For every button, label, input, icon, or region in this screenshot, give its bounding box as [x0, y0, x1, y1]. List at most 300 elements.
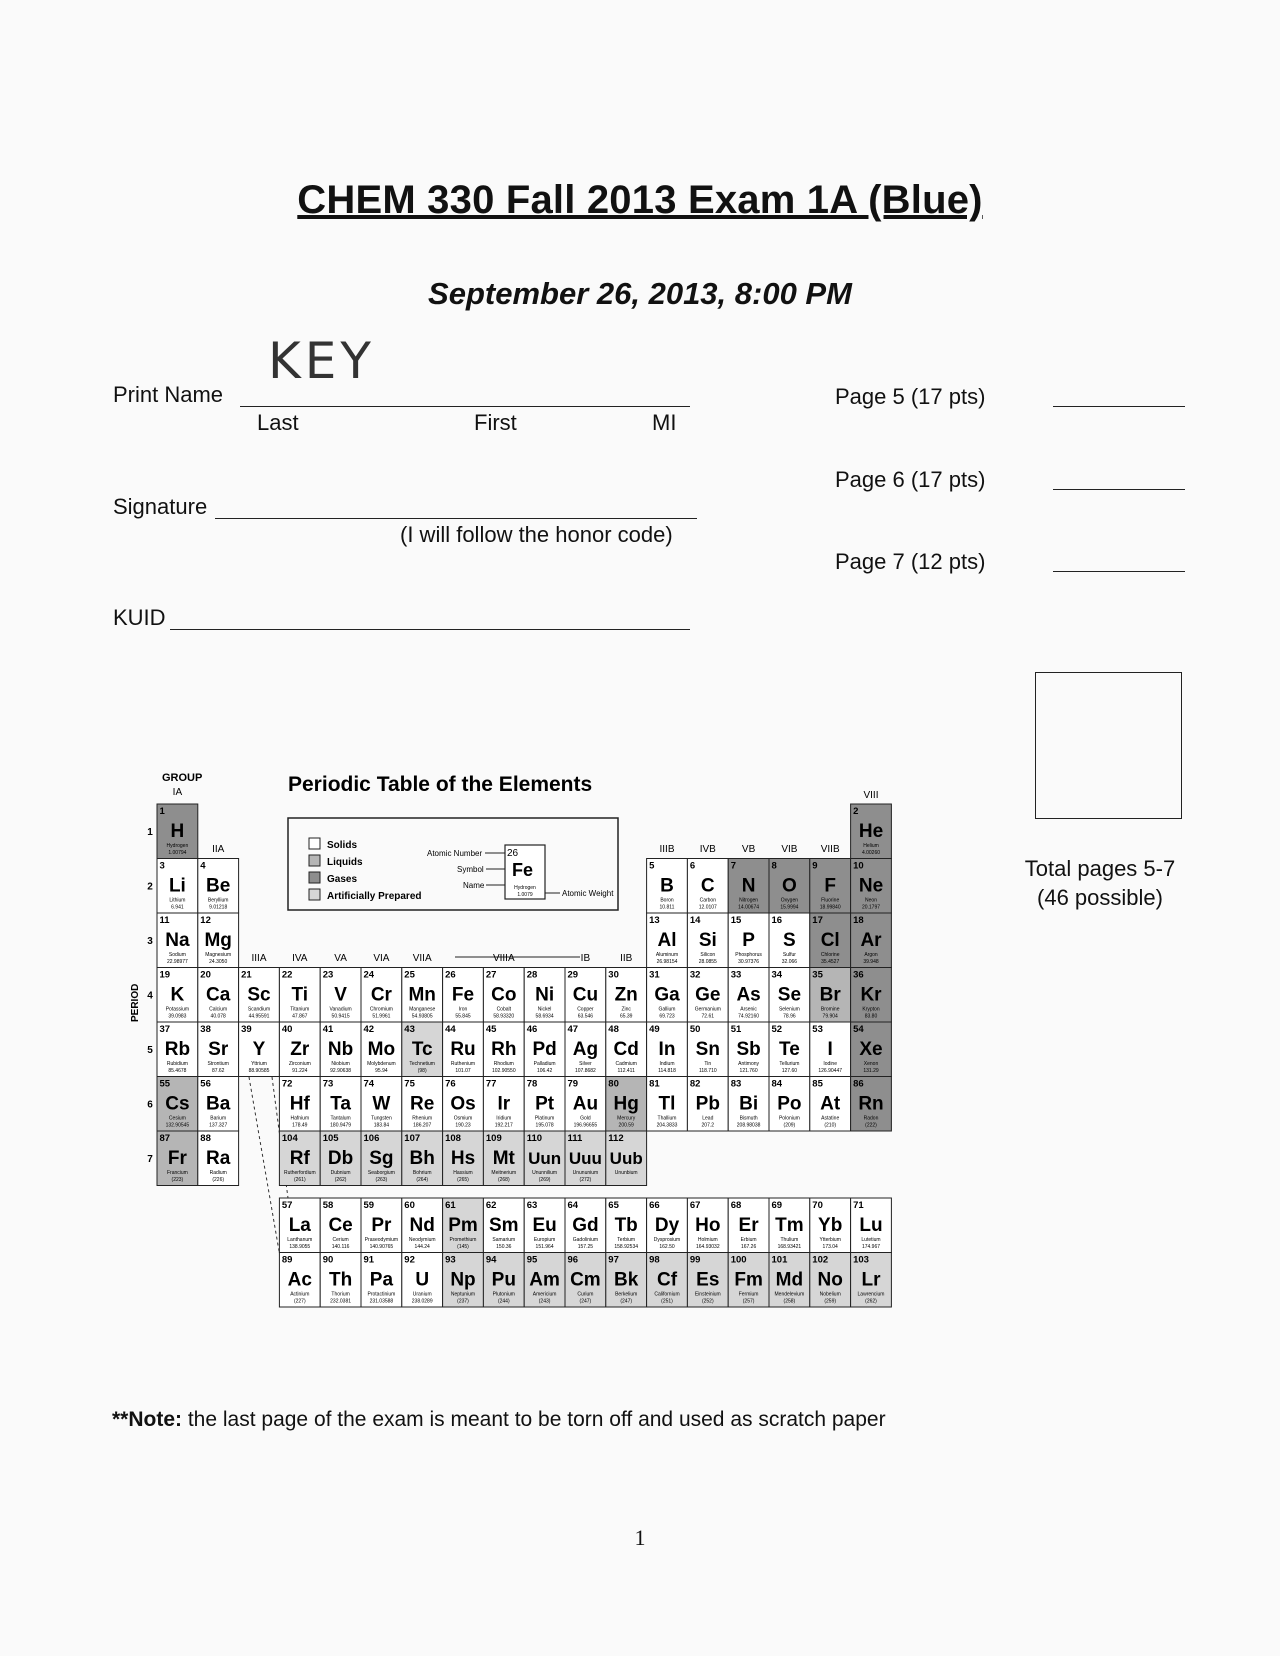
atomic-weight: 200.59 [618, 1122, 634, 1129]
element-name: Hydrogen [166, 843, 189, 849]
element-zr [279, 1022, 320, 1077]
atomic-number: 54 [853, 1024, 864, 1035]
atomic-number: 12 [200, 915, 211, 926]
atomic-weight: 107.8682 [574, 1068, 596, 1074]
element-name: Bismuth [739, 1115, 758, 1122]
element-name: Lead [702, 1115, 714, 1122]
element-pb [687, 1077, 728, 1132]
atomic-weight: 157.25 [577, 1244, 594, 1250]
atomic-number: 110 [526, 1133, 543, 1144]
atomic-number: 38 [200, 1024, 211, 1035]
element-al [647, 913, 688, 968]
atomic-weight: 58.6934 [535, 1013, 554, 1020]
element-symbol: He [858, 821, 884, 842]
page6-score-label: Page 6 (17 pts) [835, 467, 986, 492]
element-symbol: Ac [287, 1269, 312, 1291]
atomic-weight: (262) [334, 1177, 347, 1183]
element-symbol: Zr [290, 1039, 310, 1060]
atomic-number: 49 [649, 1024, 660, 1035]
scratch-note [112, 1408, 886, 1432]
atomic-number: 56 [200, 1078, 211, 1090]
atomic-number: 9 [812, 860, 818, 872]
atomic-weight: 106.42 [536, 1068, 553, 1074]
element-symbol: La [288, 1215, 311, 1236]
group-header-vib: VIB [781, 844, 798, 855]
atomic-number: 111 [567, 1133, 583, 1144]
element-pr [361, 1198, 402, 1253]
atomic-weight: 10.811 [659, 904, 675, 911]
element-p [728, 913, 769, 968]
atomic-weight: 22.98977 [166, 959, 188, 965]
element-uuu [565, 1131, 606, 1186]
atomic-weight: 158.92534 [614, 1244, 639, 1250]
exam-date: September 26, 2013, 8:00 PM [428, 276, 852, 311]
element-name: Polonium [778, 1115, 800, 1122]
element-symbol: Eu [532, 1215, 557, 1236]
atomic-number: 87 [159, 1133, 171, 1144]
group-header-viia: VIIA [412, 953, 432, 964]
atomic-weight: 39.0983 [168, 1013, 187, 1020]
element-sg [361, 1131, 402, 1186]
note-bold: **Note: [112, 1408, 183, 1431]
atomic-number: 6 [689, 860, 696, 872]
element-name: Nobelium [819, 1291, 841, 1298]
element-name: Manganese [409, 1006, 436, 1013]
element-li [157, 859, 198, 914]
atomic-number: 13 [649, 915, 660, 926]
element-name: Helium [863, 843, 879, 849]
element-name: Unununium [572, 1170, 599, 1176]
element-name: Arsenic [740, 1006, 757, 1013]
element-name: Neptunium [450, 1291, 476, 1298]
atomic-weight: 44.95591 [248, 1013, 270, 1020]
element-symbol: Dy [654, 1215, 680, 1236]
atomic-number: 71 [853, 1200, 864, 1211]
atomic-number: 3 [159, 860, 165, 872]
atomic-weight: 95.94 [375, 1068, 388, 1074]
element-name: Hafnium [290, 1115, 310, 1122]
atomic-number: 82 [689, 1078, 701, 1090]
element-symbol: Rb [164, 1039, 191, 1060]
element-symbol: Sm [489, 1215, 519, 1236]
element-name: Fermium [738, 1291, 759, 1298]
atomic-weight: 47.867 [292, 1013, 308, 1020]
legend-artificial: Artificially Prepared [327, 891, 422, 902]
atomic-weight: 15.9994 [780, 904, 799, 911]
atomic-weight: 180.9479 [330, 1122, 352, 1129]
atomic-number: 30 [608, 969, 619, 981]
element-symbol: Pu [491, 1269, 516, 1291]
handwritten-name: KEY [268, 332, 375, 390]
element-symbol: Lu [859, 1215, 883, 1236]
element-name: Phosphorus [735, 952, 762, 958]
element-symbol: Xe [859, 1039, 883, 1060]
element-symbol: V [334, 984, 347, 1006]
atomic-number: 27 [485, 969, 497, 981]
element-symbol: Ti [291, 984, 309, 1006]
atomic-number: 57 [281, 1200, 293, 1211]
atomic-number: 1 [159, 806, 165, 817]
element-name: Uranium [412, 1291, 432, 1298]
atomic-weight: (222) [865, 1122, 877, 1129]
element-rb [157, 1022, 198, 1077]
kuid-label: KUID [113, 605, 166, 630]
atomic-weight: 102.90550 [491, 1068, 516, 1074]
atomic-weight: 173.04 [822, 1244, 838, 1250]
atomic-weight: 87.62 [211, 1068, 225, 1074]
atomic-weight: 1.00794 [168, 850, 187, 856]
page7-score-label: Page 7 (12 pts) [835, 549, 986, 574]
atomic-weight: 72.61 [701, 1013, 715, 1020]
element-symbol: Y [252, 1039, 266, 1060]
element-symbol: Np [450, 1269, 476, 1291]
element-er [728, 1198, 769, 1253]
element-ir [483, 1077, 524, 1132]
atomic-weight: (263) [375, 1177, 388, 1183]
element-yb [810, 1198, 851, 1253]
atomic-weight: 114.818 [658, 1068, 676, 1074]
element-symbol: Cl [820, 930, 840, 951]
atomic-weight: (247) [620, 1298, 633, 1305]
element-te [769, 1022, 810, 1077]
element-na [157, 913, 198, 968]
atomic-weight: (261) [293, 1177, 306, 1183]
element-symbol: Ni [535, 984, 555, 1006]
atomic-weight: (258) [783, 1298, 796, 1305]
legend-sample-number: 26 [507, 848, 519, 859]
element-symbol: Uun [528, 1149, 562, 1168]
element-symbol: Gd [572, 1215, 599, 1236]
element-symbol: Pt [535, 1093, 555, 1115]
period-number: 5 [147, 1045, 153, 1056]
element-name: Mercury [617, 1115, 636, 1122]
atomic-weight: 28.0855 [698, 959, 717, 965]
element-name: Promethium [449, 1237, 477, 1243]
atomic-weight: (257) [742, 1298, 755, 1305]
legend-sample-symbol: Fe [512, 860, 534, 880]
atomic-number: 84 [771, 1078, 783, 1090]
legend-gases: Gases [327, 874, 358, 885]
atomic-weight: 112.411 [617, 1068, 635, 1074]
atomic-weight: 168.93421 [777, 1244, 802, 1250]
element-v [320, 968, 361, 1023]
period-number: 7 [147, 1154, 153, 1165]
element-hf [279, 1077, 320, 1132]
table-legend [288, 818, 618, 910]
element-ne [851, 859, 892, 914]
element-name: Berkelium [615, 1291, 638, 1298]
element-name: Protactinium [367, 1291, 396, 1298]
atomic-number: 52 [771, 1024, 783, 1035]
atomic-number: 109 [485, 1133, 502, 1144]
atomic-number: 62 [485, 1200, 497, 1211]
element-rn [851, 1077, 892, 1132]
atomic-weight: (268) [497, 1177, 510, 1183]
atomic-number: 58 [322, 1200, 334, 1211]
exam-title: CHEM 330 Fall 2013 Exam 1A (Blue) [297, 178, 983, 222]
atomic-weight: 183.84 [373, 1122, 390, 1129]
element-h [157, 804, 198, 859]
atomic-number: 48 [608, 1024, 619, 1035]
element-kr [851, 968, 892, 1023]
element-au [565, 1077, 606, 1132]
element-name: Samarium [492, 1237, 516, 1243]
element-symbol: In [658, 1039, 676, 1060]
atomic-weight: 55.845 [455, 1013, 471, 1020]
atomic-number: 39 [241, 1024, 252, 1035]
element-symbol: S [783, 930, 796, 951]
atomic-weight: (251) [661, 1298, 673, 1305]
atomic-weight: 131.29 [863, 1068, 879, 1074]
element-sn [687, 1022, 728, 1077]
atomic-number: 69 [771, 1200, 783, 1211]
element-symbol: Co [491, 984, 517, 1006]
element-symbol: Br [819, 984, 841, 1006]
element-name: Iron [458, 1006, 468, 1013]
element-name: Thorium [331, 1291, 350, 1298]
element-symbol: Ba [206, 1093, 231, 1115]
element-name: Neon [865, 897, 877, 904]
atomic-weight: 40.078 [210, 1013, 226, 1020]
middle-initial-label: MI [652, 410, 677, 435]
element-si [687, 913, 728, 968]
element-la [279, 1198, 320, 1253]
element-name: Plutonium [492, 1291, 515, 1298]
element-symbol: Pm [448, 1215, 478, 1236]
atomic-weight: 190.23 [455, 1122, 471, 1129]
element-symbol: O [782, 875, 797, 897]
atomic-number: 95 [526, 1254, 538, 1266]
element-cf [647, 1253, 688, 1308]
page-number: 1 [634, 1525, 646, 1550]
element-name: Carbon [699, 897, 717, 904]
element-w [361, 1077, 402, 1132]
atomic-weight: (227) [293, 1298, 306, 1305]
element-name: Seaborgium [367, 1170, 395, 1176]
page5-score-label: Page 5 (17 pts) [835, 384, 986, 409]
element-symbol: Si [698, 930, 717, 951]
element-symbol: Tl [658, 1093, 676, 1115]
atomic-number: 24 [363, 969, 375, 981]
atomic-number: 26 [445, 969, 456, 981]
element-symbol: Fe [451, 984, 475, 1006]
element-name: Fluorine [821, 897, 840, 904]
group-header-iib: IIB [620, 953, 633, 964]
element-name: Aluminum [655, 952, 679, 958]
atomic-number: 93 [445, 1254, 456, 1266]
atomic-number: 17 [812, 915, 823, 926]
element-am [524, 1253, 565, 1308]
atomic-number: 60 [404, 1200, 415, 1211]
element-u [402, 1253, 443, 1308]
element-name: Selenium [778, 1006, 800, 1013]
period-numbers [147, 827, 153, 1165]
atomic-weight: 174.967 [861, 1244, 881, 1250]
element-ga [647, 968, 688, 1023]
atomic-number: 64 [567, 1200, 579, 1211]
legend-sample-weight: 1.0079 [517, 892, 533, 898]
element-symbol: Bi [739, 1093, 759, 1115]
element-name: Cerium [332, 1237, 349, 1243]
element-name: Rutherfordium [283, 1170, 316, 1176]
element-symbol: Bk [614, 1269, 639, 1291]
element-i [810, 1022, 851, 1077]
element-symbol: Tc [411, 1039, 433, 1060]
element-pm [443, 1198, 484, 1253]
element-he [851, 804, 892, 859]
element-ce [320, 1198, 361, 1253]
element-name: Dysprosium [653, 1237, 681, 1243]
element-name: Lawrencium [857, 1291, 885, 1298]
signature-label: Signature [113, 494, 208, 519]
element-name: Beryllium [207, 897, 229, 904]
atomic-weight: 162.50 [659, 1244, 675, 1250]
group-header-iia: IIA [212, 844, 225, 855]
periodic-table-title: Periodic Table of the Elements [288, 773, 593, 796]
atomic-number: 2 [853, 806, 859, 817]
legend-atomic-weight-label: Atomic Weight [562, 889, 614, 898]
element-name: Calcium [209, 1006, 228, 1013]
legend-solids: Solids [327, 840, 358, 851]
element-name: Neodymium [408, 1237, 436, 1243]
element-ca [198, 968, 239, 1023]
element-bh [402, 1131, 443, 1186]
atomic-weight: 186.207 [413, 1122, 432, 1129]
element-name: Iridium [496, 1115, 512, 1122]
atomic-number: 16 [771, 915, 783, 926]
element-hs [443, 1131, 484, 1186]
element-name: Potassium [165, 1006, 190, 1013]
element-ge [687, 968, 728, 1023]
atomic-weight: 192.217 [494, 1122, 513, 1129]
atomic-number: 68 [730, 1200, 742, 1211]
element-name: Strontium [207, 1061, 229, 1067]
atomic-weight: (223) [171, 1177, 184, 1183]
element-name: Californium [654, 1291, 680, 1298]
element-symbol: Fm [734, 1269, 763, 1291]
element-symbol: No [817, 1269, 843, 1291]
element-np [443, 1253, 484, 1308]
element-symbol: Ag [572, 1039, 599, 1060]
atomic-weight: 24.3050 [209, 959, 228, 965]
atomic-weight: 140.90765 [369, 1244, 394, 1250]
element-name: Boron [660, 897, 674, 904]
element-name: Thallium [657, 1115, 677, 1122]
atomic-number: 36 [853, 969, 864, 981]
atomic-number: 85 [812, 1078, 823, 1090]
element-name: Einsteinium [694, 1291, 721, 1298]
element-symbol: C [700, 875, 715, 897]
element-symbol: W [372, 1093, 391, 1115]
atomic-weight: 9.01218 [209, 904, 228, 911]
element-tm [769, 1198, 810, 1253]
element-name: Rubidium [166, 1061, 188, 1067]
element-name: Oxygen [780, 897, 799, 904]
atomic-weight: 20.1797 [861, 904, 881, 911]
atomic-weight: 18.99840 [819, 904, 841, 911]
atomic-weight: 127.60 [781, 1068, 798, 1074]
element-b [647, 859, 688, 914]
element-symbol: Nd [409, 1215, 435, 1236]
atomic-number: 55 [159, 1078, 171, 1090]
element-symbol: Mo [367, 1039, 396, 1060]
element-name: Barium [210, 1115, 227, 1122]
element-symbol: Be [206, 875, 231, 897]
element-bi [728, 1077, 769, 1132]
element-k [157, 968, 198, 1023]
element-name: Gold [580, 1115, 591, 1122]
element-po [769, 1077, 810, 1132]
atomic-weight: 74.92160 [738, 1013, 760, 1020]
element-name: Terbium [617, 1237, 636, 1243]
element-br [810, 968, 851, 1023]
element-name: Astatine [821, 1115, 840, 1122]
element-ag [565, 1022, 606, 1077]
element-cs [157, 1077, 198, 1132]
atomic-weight: (259) [824, 1298, 837, 1305]
atomic-weight: 88.90585 [248, 1068, 270, 1074]
element-md [769, 1253, 810, 1308]
atomic-number: 8 [771, 860, 777, 872]
element-name: Mendelevium [774, 1291, 805, 1298]
element-name: Vanadium [329, 1006, 352, 1013]
element-symbol: Li [168, 875, 186, 897]
element-name: Radon [863, 1115, 879, 1122]
element-name: Cobalt [496, 1006, 512, 1013]
element-mo [361, 1022, 402, 1077]
atomic-weight: 150.36 [496, 1244, 512, 1250]
atomic-number: 43 [404, 1024, 415, 1035]
period-number: 3 [147, 936, 153, 947]
element-name: Tungsten [371, 1115, 392, 1122]
atomic-weight: (226) [212, 1177, 225, 1183]
atomic-weight: (265) [457, 1177, 469, 1183]
atomic-number: 18 [853, 915, 864, 926]
group-header-vb: VB [741, 844, 756, 855]
element-sr [198, 1022, 239, 1077]
group-header-viib: VIIB [820, 844, 840, 855]
element-name: Platinum [534, 1115, 555, 1122]
element-name: Europium [533, 1237, 556, 1243]
atomic-weight: 207.2 [701, 1122, 715, 1129]
element-name: Yttrium [251, 1061, 267, 1067]
element-mg [198, 913, 239, 968]
element-symbol: N [741, 875, 756, 897]
atomic-weight: 63.546 [577, 1013, 594, 1020]
atomic-number: 104 [281, 1133, 298, 1144]
atomic-weight: 32.066 [781, 959, 798, 965]
element-name: Technetium [409, 1061, 435, 1067]
element-xe [851, 1022, 892, 1077]
element-name: Americium [532, 1291, 557, 1298]
element-ho [687, 1198, 728, 1253]
atomic-number: 29 [567, 969, 579, 981]
atomic-number: 42 [363, 1024, 375, 1035]
atomic-number: 73 [322, 1078, 334, 1090]
element-name: Erbium [740, 1237, 757, 1243]
element-es [687, 1253, 728, 1308]
element-symbol: Re [410, 1093, 435, 1115]
element-symbol: P [742, 930, 755, 951]
atomic-weight: 132.90545 [165, 1122, 190, 1129]
element-symbol: Ne [858, 875, 884, 897]
total-line-2: (46 possible) [1037, 885, 1163, 910]
element-name: Scandium [247, 1006, 271, 1013]
atomic-number: 25 [404, 969, 415, 981]
element-symbol: Ge [695, 984, 721, 1006]
element-symbol: Ru [450, 1039, 476, 1060]
legend-liquid-swatch [309, 855, 320, 866]
